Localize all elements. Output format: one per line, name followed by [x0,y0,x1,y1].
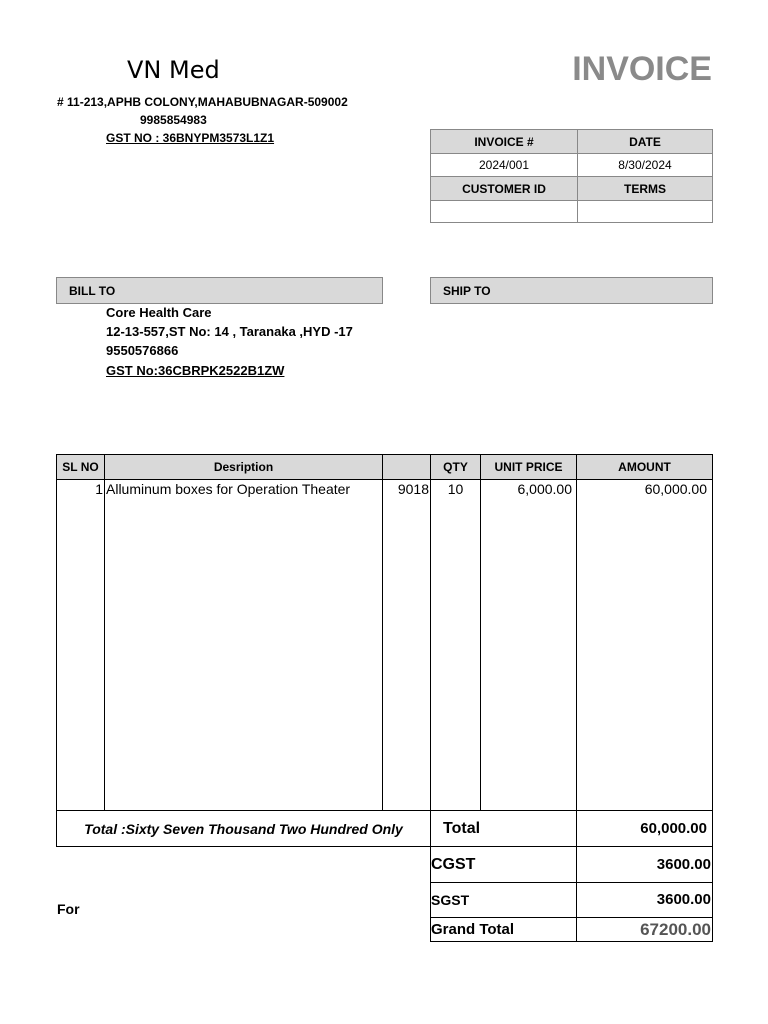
company-phone: 9985854983 [140,113,207,127]
col-header-amount: AMOUNT [618,460,671,474]
col-header-qty: QTY [443,460,468,474]
grand-total-label: Grand Total [431,921,515,938]
row-description: Alluminum boxes for Operation Theater [106,481,351,497]
cgst-label: CGST [431,856,476,873]
bill-to-phone: 9550576866 [106,343,179,358]
row-unit-price: 6,000.00 [517,481,572,497]
for-label: For [57,901,80,917]
invoice-number-header: INVOICE # [430,129,578,154]
company-address: # 11-213,APHB COLONY,MAHABUBNAGAR-509002 [57,95,348,109]
table-line [430,882,713,883]
ship-to-header: SHIP TO [430,277,713,304]
col-header-unit-price: UNIT PRICE [494,460,563,474]
row-hsn: 9018 [397,481,429,497]
table-line [104,454,105,811]
row-sl: 1 [95,481,103,497]
table-line [480,454,481,811]
company-name: VN Med [127,56,220,84]
table-line [712,454,713,942]
terms-value [577,200,713,223]
sgst-value: 3600.00 [656,891,711,908]
company-gst: GST NO : 36BNYPM3573L1Z1 [106,131,275,145]
customer-id-value [430,200,578,223]
terms-header: TERMS [577,176,713,201]
bill-to-header: BILL TO [56,277,383,304]
table-line [56,454,57,847]
table-line [576,454,577,942]
total-in-words: Total :Sixty Seven Thousand Two Hundred Only [84,821,403,837]
bill-to-address: 12-13-557,ST No: 14 , Taranaka ,HYD -17 [106,324,353,339]
date-header: DATE [577,129,713,154]
total-value: 60,000.00 [640,820,707,837]
table-line [56,479,713,480]
table-line [56,846,431,847]
table-line [382,454,383,811]
total-label: Total [443,820,481,837]
row-amount: 60,000.00 [644,481,707,497]
col-header-sl: SL NO [62,460,99,474]
grand-total-value: 67200.00 [640,920,711,939]
table-line [56,810,713,811]
invoice-number-value: 2024/001 [430,153,578,177]
row-qty: 10 [447,481,464,497]
bill-to-gst: GST No:36CBRPK2522B1ZW [106,363,285,378]
sgst-label: SGST [431,892,470,908]
cgst-value: 3600.00 [656,856,711,873]
date-value: 8/30/2024 [577,153,713,177]
col-header-description: Desription [213,460,274,474]
table-line [430,941,713,942]
col-header-hsn [383,455,430,479]
customer-id-header: CUSTOMER ID [430,176,578,201]
invoice-title: INVOICE [572,50,712,88]
table-line [430,846,713,847]
bill-to-name: Core Health Care [106,305,212,320]
table-line [430,917,713,918]
